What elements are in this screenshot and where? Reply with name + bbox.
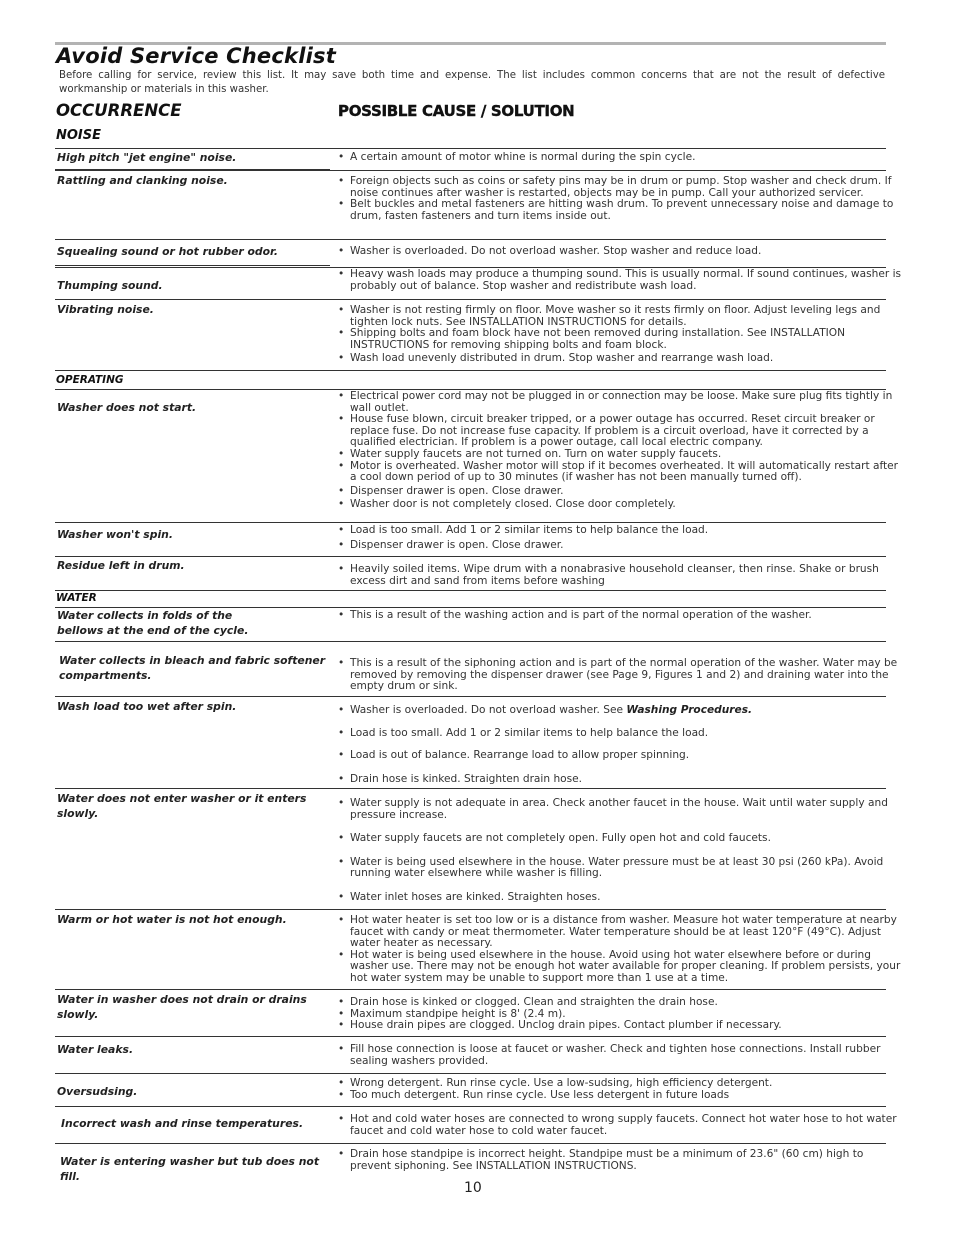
solution-item: • This is a result of the siphoning action and is part of the normal operation of the washer. Water may be removed by removing the dispenser drawer (see Page 9, Figures 1 and 2) and draining water into the empty drum or sink. [337,658,903,693]
solution-item: • This is a result of the washing action and is part of the normal operation of the washer. [337,610,903,622]
solution-item: • Water supply faucets are not completely open. Fully open hot and cold faucets. [337,833,903,845]
divider [55,170,886,171]
divider [55,370,886,371]
divider [55,1073,886,1074]
solution-item: • Motor is overheated. Washer motor will stop if it becomes overheated. It will automatically restart after a cool down period of up to 30 minutes (if washer has not been manually turned off). [337,461,903,484]
solution-list [337,798,903,904]
occurrence-header: OCCURRENCE [56,101,182,120]
occurrence-label: Water in washer does not drain or drains slowly. [57,993,307,1021]
solution-item: • Hot water heater is set too low or is a distance from washer. Measure hot water temperature at nearby faucet with candy or meat thermometer. Water temperature should be at least 120°F (49°C). Adjust water heater as necessary. [337,915,903,950]
occurrence-label: High pitch "jet engine" noise. [57,151,237,164]
divider [55,1143,886,1144]
occurrence-label: Water collects in folds of the bellows at the end of the cycle. [57,609,249,637]
solution-list [337,564,903,587]
occurrence-label: Squealing sound or hot rubber odor. [57,245,278,258]
divider [55,696,886,697]
occurrence-label: Water leaks. [57,1043,134,1056]
solution-item: • Water supply is not adequate in area. Check another faucet in the house. Wait until water supply and pressure increase. [337,798,903,821]
occurrence-label: Washer won't spin. [57,528,173,541]
solution-item: • Foreign objects such as coins or safety pins may be in drum or pump. Stop washer and check drum. If noise continues after washer is restarted, objects may be in pump. Call your authorized servicer. [337,176,903,199]
solution-list [337,1114,903,1137]
section-water: WATER [56,592,97,604]
solution-item: • Washer door is not completely closed. Close door completely. [337,499,903,511]
solution-item: • Wrong detergent. Run rinse cycle. Use a low-sudsing, high efficiency detergent. [337,1078,903,1090]
solution-list [337,152,903,164]
solution-item: • Drain hose is kinked or clogged. Clean and straighten the drain hose. [337,997,903,1009]
divider [55,590,886,591]
solution-item: • Fill hose connection is loose at faucet or washer. Check and tighten hose connections. Install rubber sealing washers provided. [337,1044,903,1067]
solution-item: • Shipping bolts and foam block have not been removed during installation. See INSTALLATION INSTRUCTIONS for removing shipping bolts and foam block. [337,328,903,351]
occurrence-label: Residue left in drum. [57,559,185,572]
solution-item: • Drain hose is kinked. Straighten drain hose. [337,774,903,786]
divider [55,1036,886,1037]
occurrence-label: Oversudsing. [57,1085,138,1098]
solution-list [337,705,903,785]
solution-item: • A certain amount of motor whine is normal during the spin cycle. [337,152,903,164]
solution-item [337,705,903,717]
occurrence-label: Thumping sound. [57,279,163,292]
solution-item: • Dispenser drawer is open. Close drawer. [337,486,903,498]
solution-item: • Hot water is being used elsewhere in the house. Avoid using hot water elsewhere before or during washer use. There may not be enough hot water available for proper cleaning. If problem persists, your hot water system may be unable to support more than 1 use at a time. [337,950,903,985]
solution-list [337,610,903,622]
solution-item: • House fuse blown, circuit breaker tripped, or a power outage has occurred. Reset circuit breaker or replace fuse. Do not increase fuse capacity. If problem is a circuit overload, have it corrected by a qualified electrician. If problem is a power outage, call local electric company. [337,414,903,449]
solution-item: • Maximum standpipe height is 8' (2.4 m). [337,1009,903,1021]
divider [55,909,886,910]
page-number: 10 [464,1180,482,1196]
solution-item: • Washer is overloaded. Do not overload washer. Stop washer and reduce load. [337,246,903,258]
solution-list [337,525,903,551]
solution-list [337,997,903,1032]
solution-item: • Heavy wash loads may produce a thumping sound. This is usually normal. If sound continues, washer is probably out of balance. Stop washer and redistribute wash load. [337,269,903,292]
occurrence-label: Water is entering washer but tub does not fill. [60,1155,319,1183]
solution-item: • Washer is not resting firmly on floor. Move washer so it rests firmly on floor. Adjust leveling legs and tighten lock nuts. See INSTALLATION INSTRUCTIONS for details. [337,305,903,328]
solution-list [337,1149,903,1172]
solution-list [337,1078,903,1101]
divider [55,299,886,300]
solution-item: • Hot and cold water hoses are connected to wrong supply faucets. Connect hot water hose to hot water faucet and cold water hose to cold water faucet. [337,1114,903,1137]
solution-list [337,305,903,365]
solution-list [337,176,903,222]
divider [55,239,886,240]
occurrence-label: Incorrect wash and rinse temperatures. [61,1117,304,1130]
solution-item: • Load is too small. Add 1 or 2 similar items to help balance the load. [337,525,903,537]
divider [55,1106,886,1107]
occurrence-label: Vibrating noise. [57,303,154,316]
divider [55,522,886,523]
occurrence-label: Wash load too wet after spin. [57,700,237,713]
solution-list [337,658,903,693]
divider [55,788,886,789]
occurrence-label: Washer does not start. [57,401,197,414]
solution-item: • Heavily soiled items. Wipe drum with a nonabrasive household cleanser, then rinse. Shake or brush excess dirt and sand from items before washing [337,564,903,587]
solution-item: • Water is being used elsewhere in the house. Water pressure must be at least 30 psi (260 kPa). Avoid running water elsewhere while washer is filling. [337,857,903,880]
solution-text: Washer is overloaded. Do not overload washer. See [350,704,623,716]
solution-item: • Load is out of balance. Rearrange load to allow proper spinning. [337,750,903,762]
occurrence-label: Water collects in bleach and fabric softener compartments. [59,654,326,682]
solution-list [337,391,903,511]
occurrence-label: Warm or hot water is not hot enough. [57,913,287,926]
solution-item: • Drain hose standpipe is incorrect height. Standpipe must be a minimum of 23.6" (60 cm) high to prevent siphoning. See INSTALLATION INSTRUCTIONS. [337,1149,903,1172]
occurrence-label: Water does not enter washer or it enters slowly. [57,792,307,820]
divider [55,265,330,266]
section-noise: NOISE [56,128,102,143]
divider [55,989,886,990]
divider [55,556,886,557]
solution-item: • Electrical power cord may not be plugged in or connection may be loose. Make sure plug fits tightly in wall outlet. [337,391,903,414]
section-operating: OPERATING [56,374,124,386]
solution-list [337,246,903,258]
divider [55,148,886,149]
intro-paragraph: Before calling for service, review this list. It may save both time and expense. The list includes common concerns that are not the result of defective workmanship or materials in this washer. [59,70,885,95]
solution-list [337,1044,903,1067]
solution-list [337,269,903,292]
solution-item: • House drain pipes are clogged. Unclog drain pipes. Contact plumber if necessary. [337,1020,903,1032]
solution-item: • Too much detergent. Run rinse cycle. Use less detergent in future loads [337,1090,903,1102]
solution-item: • Dispenser drawer is open. Close drawer. [337,540,903,552]
solution-header: POSSIBLE CAUSE / SOLUTION [338,102,575,120]
solution-item: • Belt buckles and metal fasteners are hitting wash drum. To prevent unnecessary noise and damage to drum, fasten fasteners and turn items inside out. [337,199,903,222]
solution-item: • Water supply faucets are not turned on. Turn on water supply faucets. [337,449,903,461]
solution-item: • Wash load unevenly distributed in drum. Stop washer and rearrange wash load. [337,353,903,365]
solution-item: • Water inlet hoses are kinked. Straighten hoses. [337,892,903,904]
page-title: Avoid Service Checklist [56,44,336,68]
occurrence-label: Rattling and clanking noise. [57,174,228,187]
solution-item: • Load is too small. Add 1 or 2 similar items to help balance the load. [337,728,903,740]
solution-list [337,915,903,985]
washing-procedures-ref: Washing Procedures. [626,704,753,716]
divider [55,641,886,642]
